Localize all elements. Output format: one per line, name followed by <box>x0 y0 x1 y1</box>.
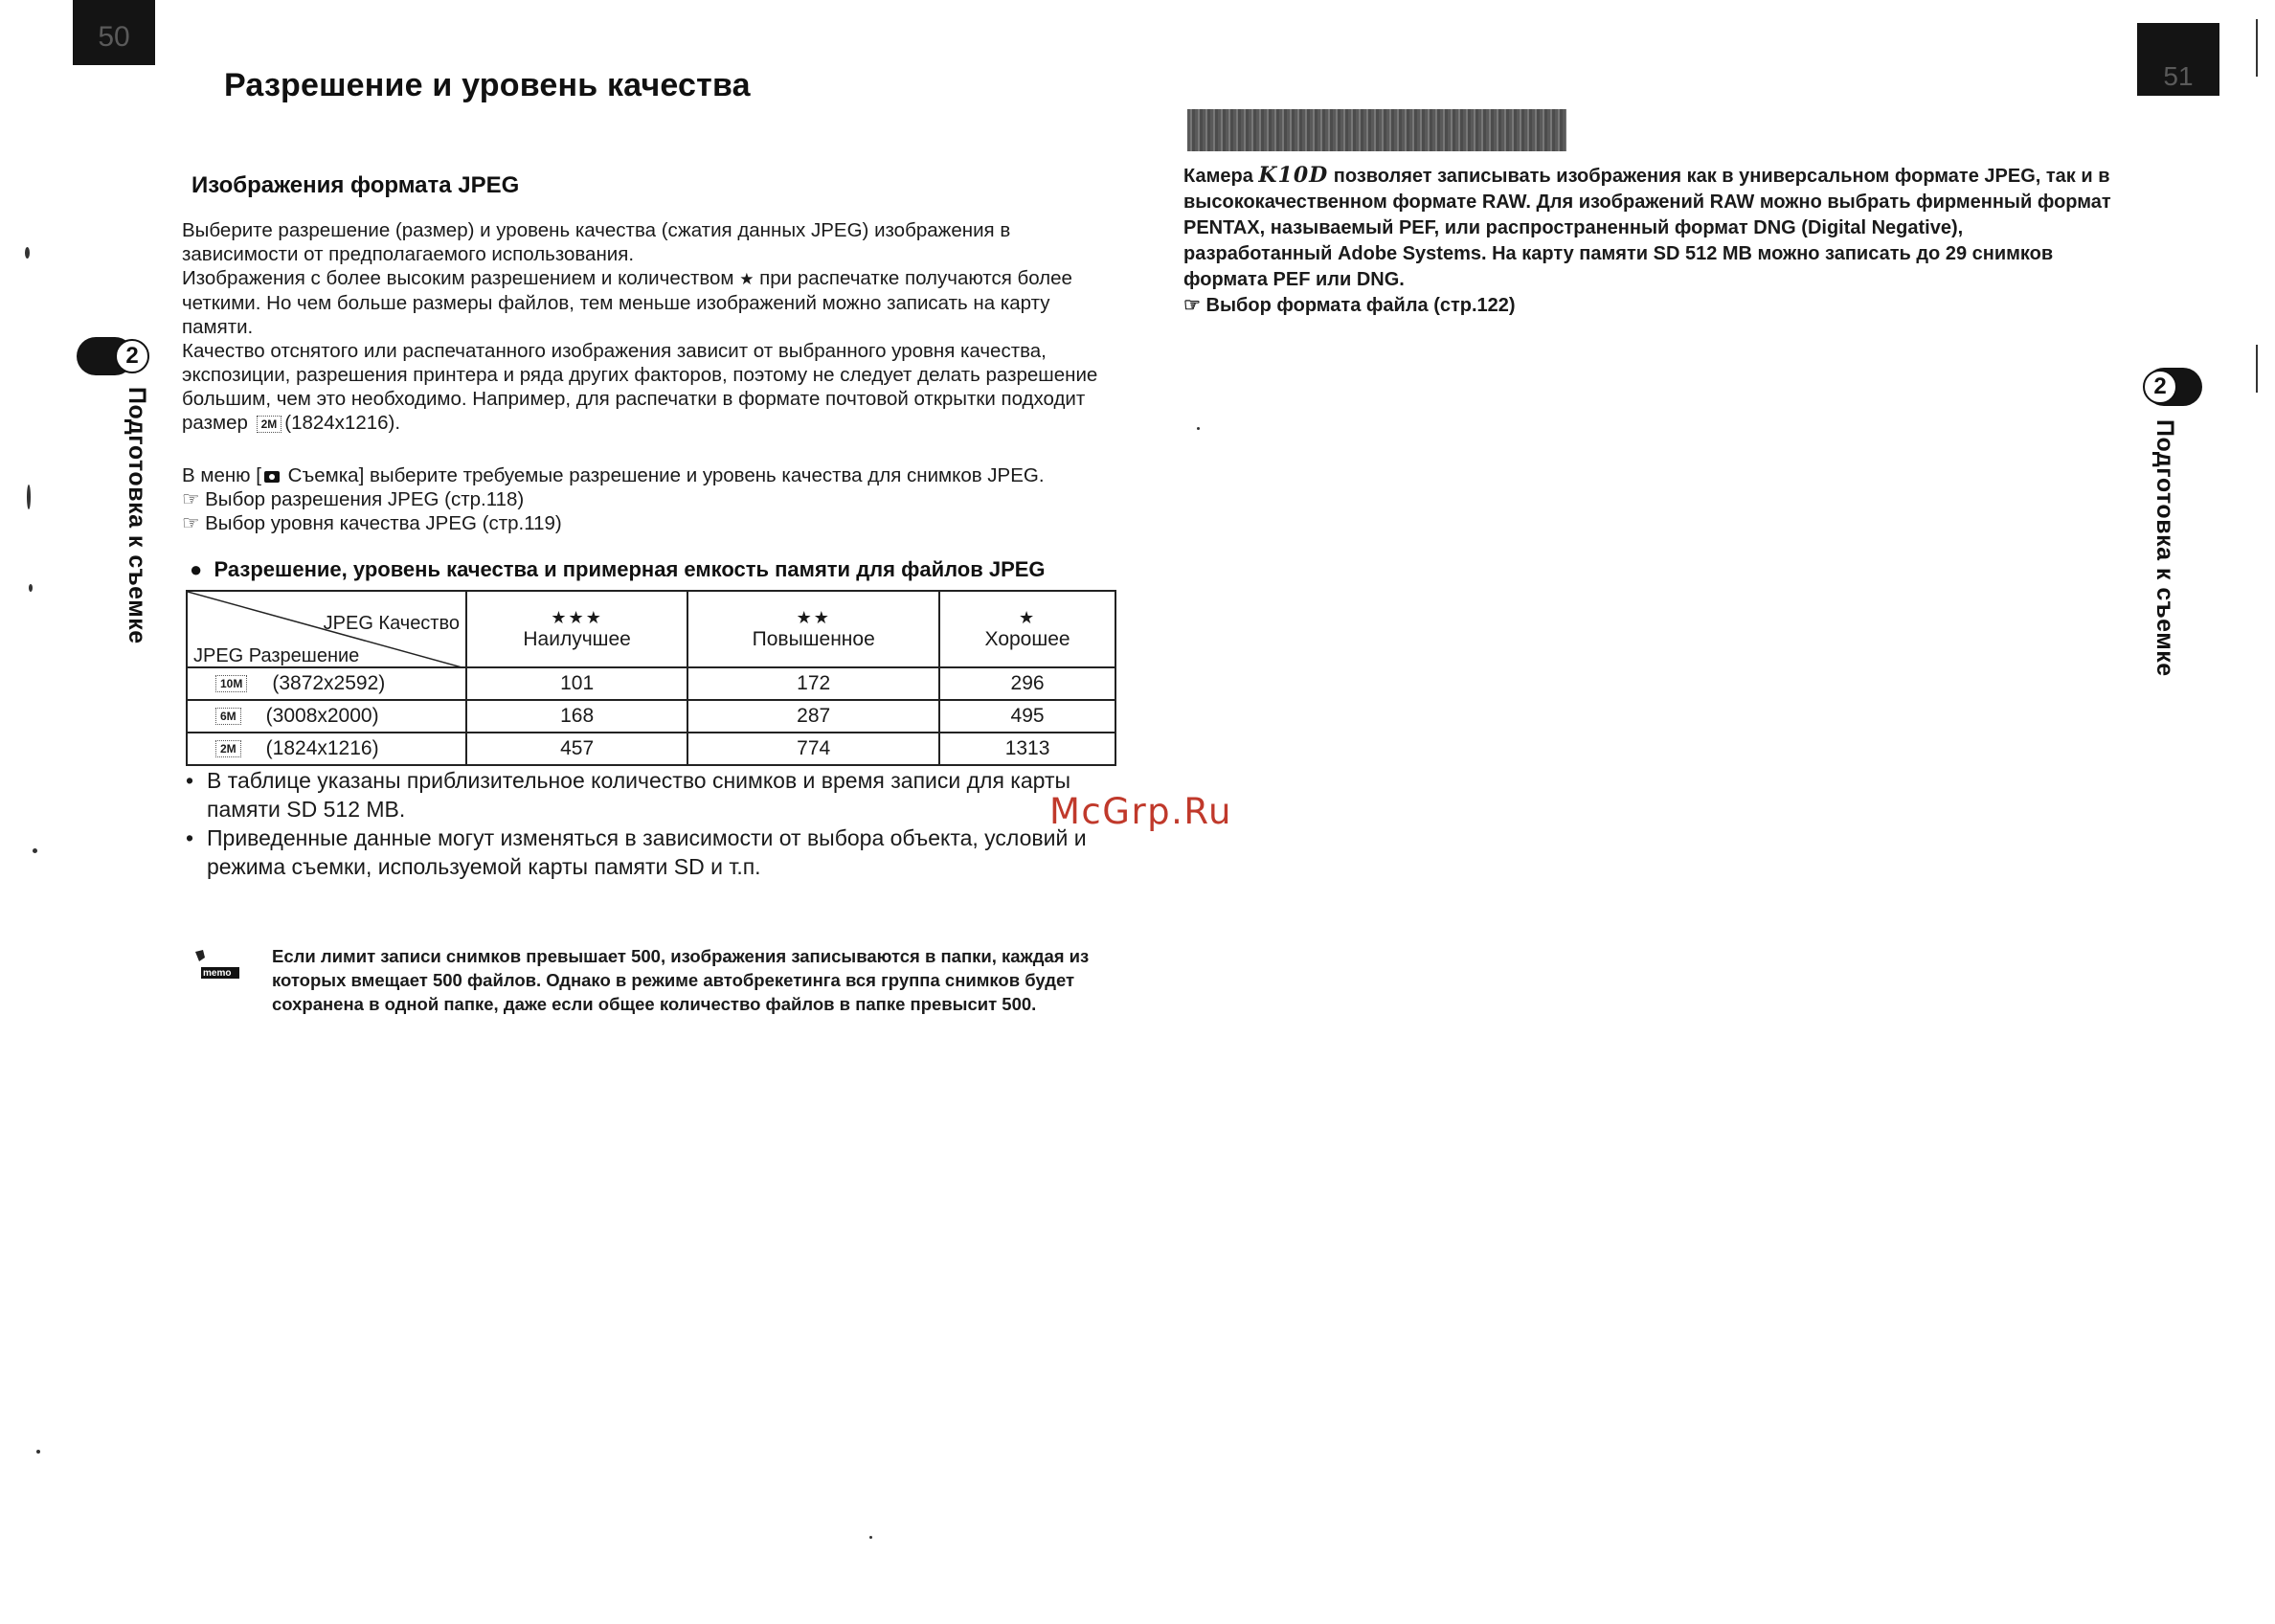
page-title: Разрешение и уровень качества <box>224 67 751 103</box>
resolution-2m-badge-icon: 2M <box>215 740 241 757</box>
intro-paragraph-1: Выберите разрешение (размер) и уровень качества (сжатия данных JPEG) изображения в зависимости от предполагаемого использования. <box>182 219 1011 265</box>
resolution-cell <box>187 700 466 733</box>
raw-paragraph-text: позволяет записывать изображения как в универсальном формате JPEG, так и в высококачественном формате RAW. Для изображений RAW можно выбрать фирменный формат PENTAX, называемый PEF, или распространенный формат DNG (Digital Negative), разработанный Adobe Systems. На карту памяти SD 512 MB можно записать до 29 снимков формата PEF или DNG. <box>1183 166 2111 290</box>
resolution-cell <box>187 733 466 765</box>
page-number-right: 51 <box>2137 23 2219 96</box>
camera-icon <box>264 471 280 483</box>
section-title-jpeg: Изображения формата JPEG <box>191 172 520 198</box>
section-header-bar <box>1187 109 1566 151</box>
intro-paragraph-3a: Качество отснятого или распечатанного изображения зависит от выбранного уровня качества, экспозиции, разрешения принтера и ряда других факторов, поэтому не следует делать разрешение большим, чем это необходимо. Например, для распечатки в формате почтовой открытки подходит размер <box>182 340 1098 434</box>
menu-paragraph-before: В меню [ <box>182 464 261 486</box>
table-cell: 1313 <box>939 733 1115 765</box>
menu-text <box>182 463 1130 535</box>
chapter-number-right: 2 <box>2143 370 2177 404</box>
resolution-2m-badge-icon: 2M <box>257 416 282 433</box>
corner-resolution-label: JPEG Разрешение <box>193 645 360 666</box>
scan-speck <box>29 584 33 592</box>
table-corner-cell <box>187 591 466 667</box>
table-title-text: Разрешение, уровень качества и примерная емкость памяти для файлов JPEG <box>214 557 1046 581</box>
table-header-good <box>939 591 1115 667</box>
table-notes <box>184 766 1128 881</box>
resolution-value: (1824x1216) <box>265 737 379 759</box>
resolution-10m-badge-icon: 10M <box>215 675 247 692</box>
table-cell: 774 <box>687 733 939 765</box>
scan-speck <box>33 848 37 853</box>
memo-label: memo <box>203 968 232 979</box>
scan-speck <box>869 1536 872 1539</box>
scan-speck <box>27 485 31 509</box>
intro-paragraph-3 <box>182 339 1116 435</box>
chapter-number-left: 2 <box>115 339 149 373</box>
two-star-icon: ★★ <box>796 608 831 627</box>
chapter-title-left: Подготовка к съемке <box>124 387 150 644</box>
ref-arrow-icon: ☞ <box>1183 295 1201 316</box>
ref-quality-label: Выбор уровня качества JPEG (стр.119) <box>205 512 562 534</box>
capacity-table <box>186 590 1116 766</box>
corner-quality-label: JPEG Качество <box>323 613 460 634</box>
ref-file-format-label: Выбор формата файла (стр.122) <box>1205 295 1516 316</box>
table-header-best <box>466 591 687 667</box>
quality-name-better: Повышенное <box>752 628 875 650</box>
table-title <box>190 557 1046 582</box>
table-row <box>187 667 1115 700</box>
scan-speck <box>36 1450 40 1454</box>
watermark: McGrp.Ru <box>1049 791 1232 832</box>
scan-edge-line <box>2256 345 2258 393</box>
camera-model-logo: K10D <box>1258 163 1329 188</box>
raw-text <box>1183 163 2112 319</box>
table-cell: 172 <box>687 667 939 700</box>
table-cell: 457 <box>466 733 687 765</box>
bullet-dot-icon: ● <box>190 557 203 581</box>
table-cell: 296 <box>939 667 1115 700</box>
ref-arrow-icon: ☞ <box>182 512 200 534</box>
ref-file-format[interactable] <box>1183 293 2112 319</box>
intro-paragraph-2b: при распечатке получаются более четкими. Но чем больше размеры файлов, тем меньше изображений можно записать на карту памяти. <box>182 267 1072 338</box>
memo-text: Если лимит записи снимков превышает 500, изображения записываются в папки, каждая из которых вмещает 500 файлов. Однако в режиме автобрекетинга вся группа снимков будет сохранена в одной папке, даже если общее количество файлов в папке превысит 500. <box>272 946 1090 1014</box>
ref-resolution[interactable] <box>182 487 1130 511</box>
page-number-left: 50 <box>73 0 155 65</box>
menu-paragraph <box>182 463 1130 487</box>
camera-label: Камера <box>1183 166 1253 187</box>
ref-resolution-label: Выбор разрешения JPEG (стр.118) <box>205 488 525 510</box>
ref-quality[interactable] <box>182 511 1130 535</box>
raw-paragraph <box>1183 163 2112 293</box>
ref-arrow-icon: ☞ <box>182 488 200 510</box>
table-header-row <box>187 591 1115 667</box>
resolution-value: (3008x2000) <box>265 705 379 727</box>
scan-edge-line <box>2256 19 2258 77</box>
note-item: • В таблице указаны приблизительное количество снимков и время записи для карты памяти SD 512 MB. <box>184 766 1128 823</box>
resolution-6m-badge-icon: 6M <box>215 708 241 725</box>
quality-name-good: Хорошее <box>984 628 1070 650</box>
resolution-value: (3872x2592) <box>272 672 386 694</box>
intro-paragraph-3b: (1824x1216). <box>284 412 401 434</box>
scan-speck <box>25 247 30 259</box>
table-cell: 287 <box>687 700 939 733</box>
scan-speck <box>1197 427 1200 430</box>
table-cell: 101 <box>466 667 687 700</box>
resolution-cell <box>187 667 466 700</box>
memo-icon <box>191 948 243 982</box>
star-icon: ★ <box>739 270 755 288</box>
quality-name-best: Наилучшее <box>523 628 631 650</box>
table-row <box>187 733 1115 765</box>
intro-paragraph-2 <box>182 266 1116 339</box>
table-cell: 495 <box>939 700 1115 733</box>
table-header-better <box>687 591 939 667</box>
chapter-title-right: Подготовка к съемке <box>2151 419 2178 677</box>
three-star-icon: ★★★ <box>551 608 603 627</box>
intro-paragraph-2a: Изображения с более высоким разрешением и количеством <box>182 267 734 289</box>
note-item: • Приведенные данные могут изменяться в зависимости от выбора объекта, условий и режима съемки, используемой карты памяти SD и т.п. <box>184 823 1128 881</box>
table-row <box>187 700 1115 733</box>
one-star-icon: ★ <box>1018 608 1037 627</box>
menu-paragraph-after: Съемка] выберите требуемые разрешение и уровень качества для снимков JPEG. <box>282 464 1045 486</box>
table-cell: 168 <box>466 700 687 733</box>
intro-text <box>182 218 1116 435</box>
